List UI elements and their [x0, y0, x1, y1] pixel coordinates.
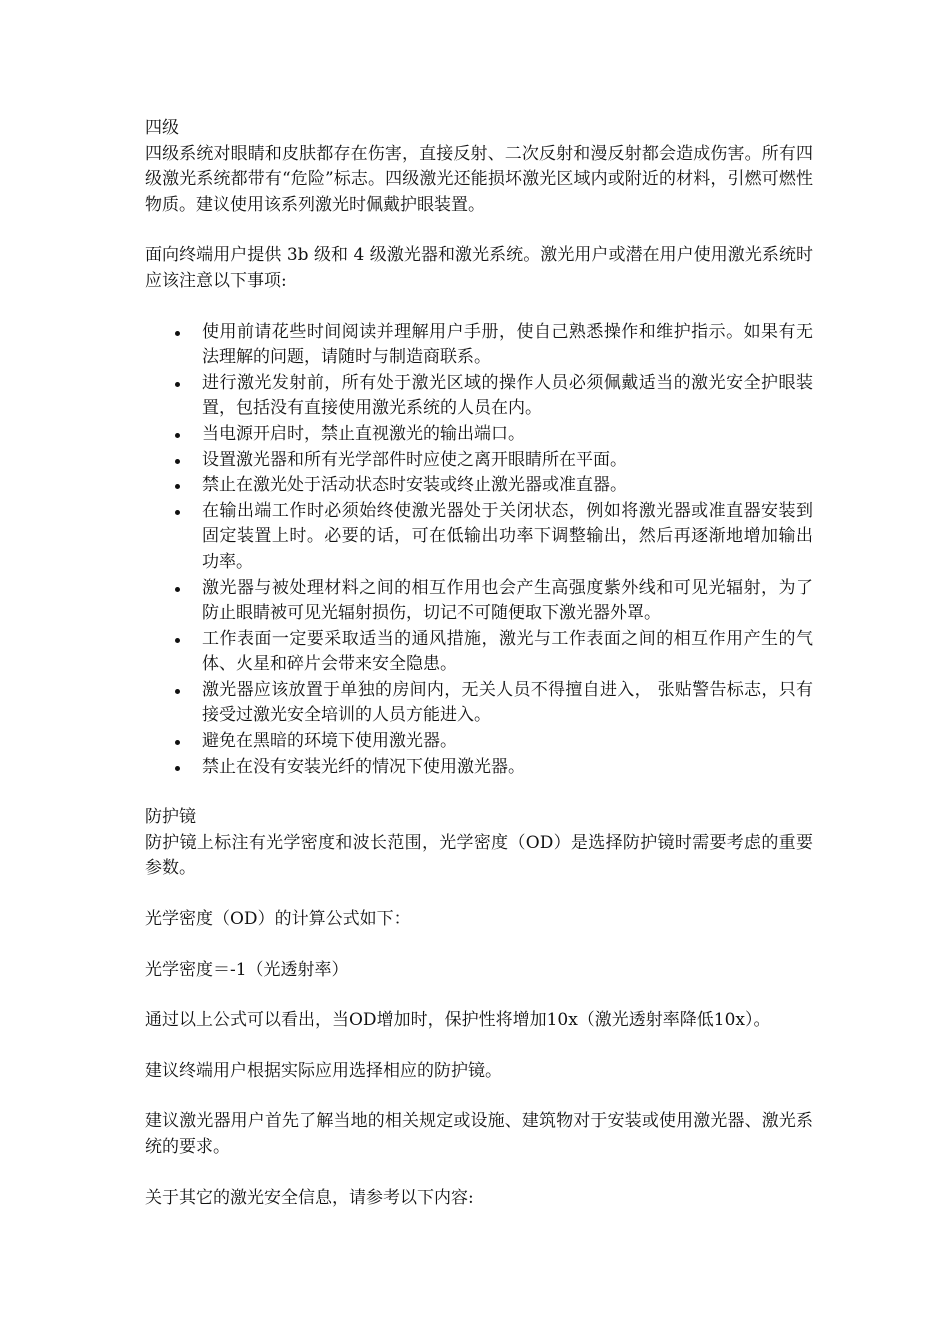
bullet-icon: [175, 740, 180, 745]
bullet-icon: [175, 459, 180, 464]
bullet-icon: [175, 484, 180, 489]
list-item: [145, 755, 813, 781]
bullet-icon: [175, 382, 180, 387]
bullet-icon: [175, 689, 180, 694]
section-level4: [145, 116, 813, 218]
bullet-icon: [175, 510, 180, 515]
section-heading-level4: 四级: [145, 118, 179, 138]
list-item-text: 进行激光发射前，所有处于激光区域的操作人员必须佩戴适当的激光安全护眼装置，包括没有直接使用激光系统的人员在内。: [202, 372, 813, 419]
bullet-icon: [175, 766, 180, 771]
section-goggles: [145, 805, 813, 882]
formula: 光学密度＝-1（光透射率）: [145, 959, 349, 980]
list-item: [145, 576, 813, 627]
document-page: [145, 116, 813, 1236]
list-item-text: 禁止在没有安装光纤的情况下使用激光器。: [202, 756, 525, 777]
list-item: [145, 678, 813, 729]
list-item-text: 使用前请花些时间阅读并理解用户手册，使自己熟悉操作和维护指示。如果有无法理解的问题，请随时与制造商联系。: [202, 321, 813, 368]
advice-goggles: 建议终端用户根据实际应用选择相应的防护镜。: [145, 1060, 502, 1081]
more-info: 关于其它的激光安全信息，请参考以下内容:: [145, 1187, 474, 1208]
list-item-text: 当电源开启时，禁止直视激光的输出端口。: [202, 423, 525, 444]
list-item-text: 工作表面一定要采取适当的通风措施，激光与工作表面之间的相互作用产生的气体、火星和碎片会带来安全隐患。: [202, 628, 813, 675]
bullet-icon: [175, 587, 180, 592]
formula-intro: 光学密度（OD）的计算公式如下：: [145, 909, 411, 930]
bullet-icon: [175, 331, 180, 336]
section-paragraph-level4: 四级系统对眼睛和皮肤都存在伤害，直接反射、二次反射和漫反射都会造成伤害。所有四级激光系统都带有“危险”标志。四级激光还能损坏激光区域内或附近的材料，引燃可燃性物质。建议使用该系列激光时佩戴护眼装置。: [145, 143, 813, 215]
list-item-text: 激光器应该放置于单独的房间内，无关人员不得擅自进入， 张贴警告标志，只有接受过激光安全培训的人员方能进入。: [202, 679, 813, 726]
list-item: [145, 473, 813, 499]
section-heading-goggles: 防护镜: [145, 807, 196, 828]
list-item: [145, 320, 813, 371]
precautions-list: [145, 320, 813, 781]
list-item-text: 设置激光器和所有光学部件时应使之离开眼睛所在平面。: [202, 449, 627, 470]
list-item: [145, 448, 813, 474]
section-paragraph-goggles: 防护镜上标注有光学密度和波长范围，光学密度（OD）是选择防护镜时需要考虑的重要参数。: [145, 832, 813, 879]
list-item: [145, 371, 813, 422]
bullet-icon: [175, 638, 180, 643]
bullet-icon: [175, 433, 180, 438]
list-item: [145, 422, 813, 448]
list-item-text: 激光器与被处理材料之间的相互作用也会产生高强度紫外线和可见光辐射，为了防止眼睛被可见光辐射损伤，切记不可随便取下激光器外罩。: [202, 577, 813, 624]
list-item: [145, 729, 813, 755]
list-item-text: 避免在黑暗的环境下使用激光器。: [202, 731, 457, 752]
formula-note: 通过以上公式可以看出，当OD增加时，保护性将增加10x（激光透射率降低10x）。: [145, 1010, 771, 1031]
list-item-text: 禁止在激光处于活动状态时安装或终止激光器或准直器。: [202, 475, 627, 496]
intro-paragraph: 面向终端用户提供 3b 级和 4 级激光器和激光系统。激光用户或潜在用户使用激光系统时应该注意以下事项:: [145, 245, 813, 291]
advice-regulations: 建议激光器用户首先了解当地的相关规定或设施、建筑物对于安装或使用激光器、激光系统的要求。: [145, 1111, 813, 1157]
list-item-text: 在输出端工作时必须始终使激光器处于关闭状态，例如将激光器或准直器安装到固定装置上时。必要的话，可在低输出功率下调整输出，然后再逐渐地增加输出功率。: [202, 500, 813, 572]
list-item: [145, 627, 813, 678]
list-item: [145, 499, 813, 576]
